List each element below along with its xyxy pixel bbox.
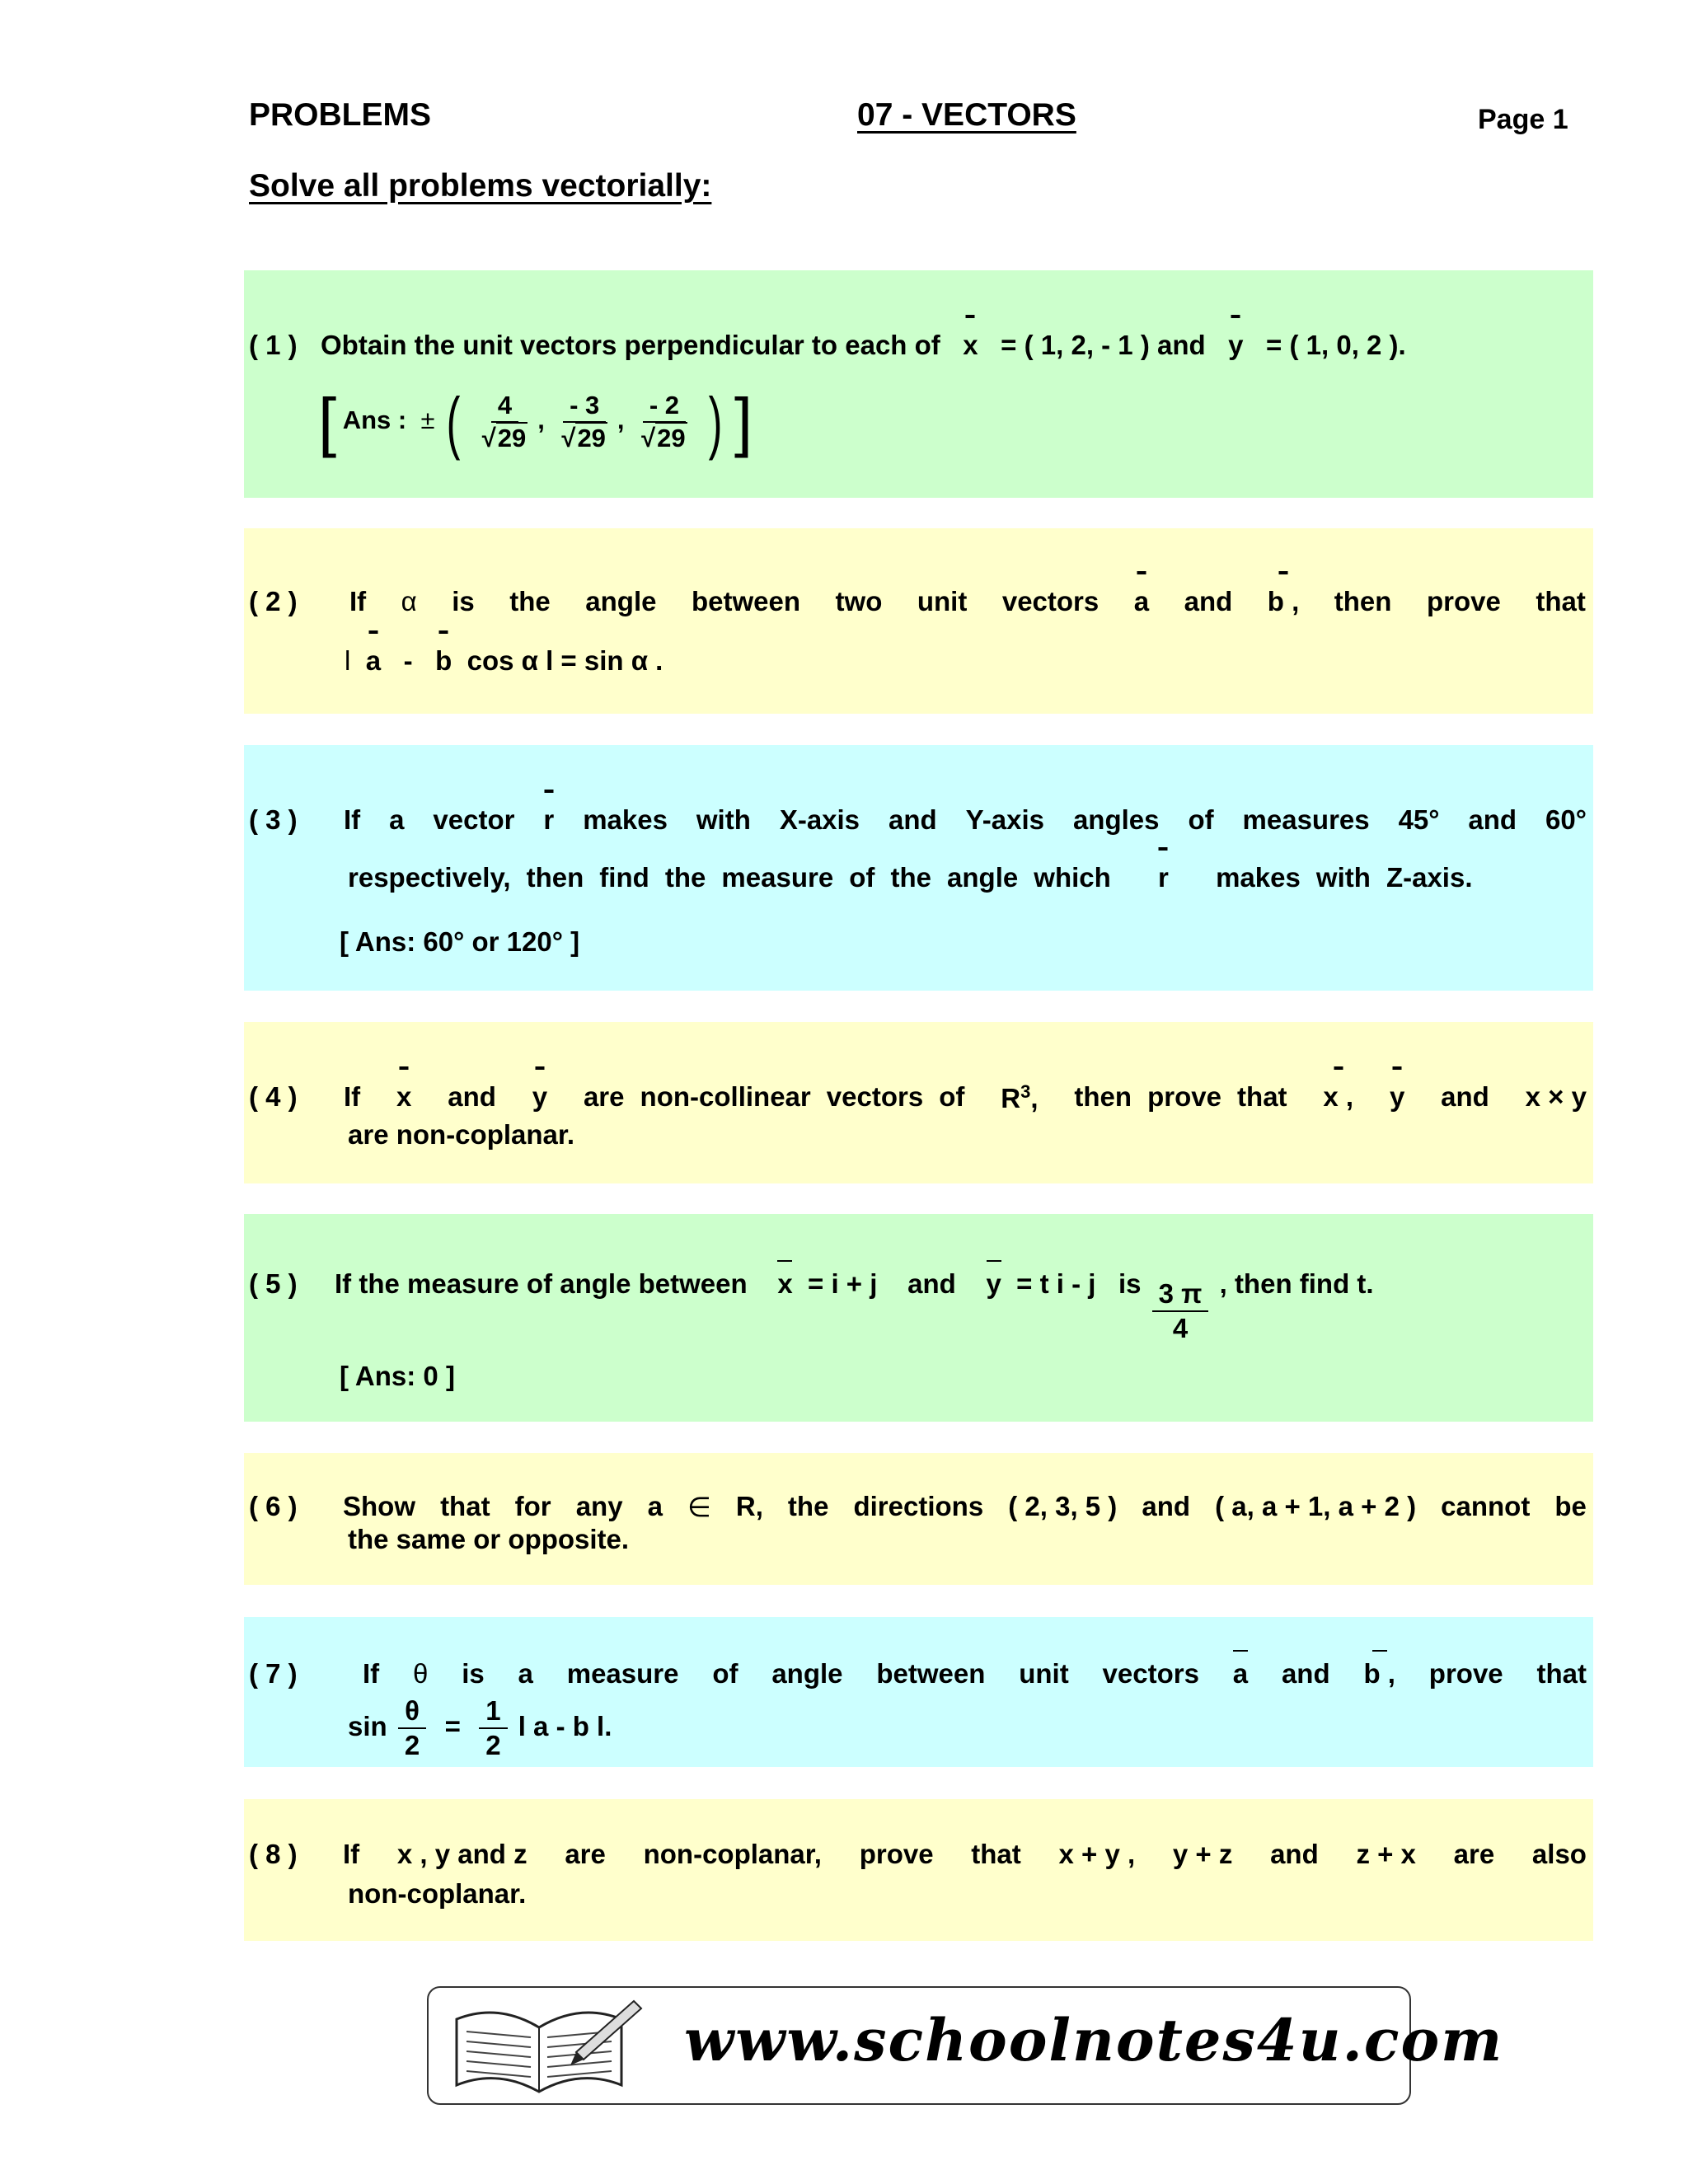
problem-8 — [244, 1799, 1593, 1941]
vector-a: a — [1133, 586, 1150, 616]
answer: [ Ans : ± ( $\frac{4}{√29}$ , $\frac{- 3}{√29}$ , $\frac{- 2}{√29}$ ) ] — [318, 383, 753, 461]
book-pencil-icon — [440, 1994, 646, 2097]
problem-number: ( 6 ) — [249, 1491, 298, 1521]
problem-text-line1: If θ is a measure of angle between unit vectors a and b , prove that — [363, 1658, 1587, 1689]
answer: [ Ans: 0 ] — [340, 1361, 455, 1391]
problem-text-line2: sin $\frac{\theta}{2}$ = $\frac{1}{2}$ l a - b l. — [348, 1695, 612, 1761]
vector-x: x — [963, 330, 978, 360]
vector-r: r — [543, 804, 555, 835]
instructions-heading: Solve all problems vectorially: — [249, 168, 712, 204]
problem-text-line2: the same or opposite. — [348, 1524, 630, 1554]
problem-text: If the measure of angle between x = i + j and y = t i - j is $\frac{3 \pi}{4}$ , then find t. — [335, 1268, 1374, 1344]
doc-label: PROBLEMS — [249, 97, 432, 133]
vector-b: b , — [1363, 1658, 1395, 1689]
problem-text-line1: If x and y are non-collinear vectors of $R^3$, then prove that x , y and x × y — [344, 1081, 1587, 1113]
vector-b: b , — [1267, 586, 1300, 616]
problem-3 — [244, 745, 1593, 991]
problem-text-line1: If a vector r makes with X-axis and Y-axis angles of measures 45° and 60° — [344, 804, 1587, 835]
website-url[interactable]: www.schoolnotes4u.com — [684, 2006, 1504, 2074]
problem-text-line2: are non-coplanar. — [348, 1119, 575, 1150]
problem-number: ( 1 ) — [249, 330, 298, 360]
problem-7 — [244, 1617, 1593, 1767]
problem-number: ( 8 ) — [249, 1839, 298, 1869]
chapter-title: 07 - VECTORS — [857, 97, 1076, 133]
answer: [ Ans: 60° or 120° ] — [340, 926, 580, 957]
problem-number: ( 5 ) — [249, 1268, 298, 1299]
footer-banner — [427, 1986, 1504, 2105]
vector-x: x — [396, 1081, 411, 1114]
page-number: Page 1 — [1478, 104, 1568, 135]
problem-number: ( 4 ) — [249, 1081, 298, 1112]
problem-text: Obtain the unit vectors perpendicular to each of x = ( 1, 2, - 1 ) and y = ( 1, 0, 2 ). — [321, 330, 1406, 360]
problem-text-line1: Show that for any a ∈ R, the directions ( 2, 3, 5 ) and ( a, a + 1, a + 2 ) cannot be — [343, 1491, 1587, 1522]
vector-y: y — [532, 1081, 547, 1114]
problem-5 — [244, 1214, 1593, 1422]
problem-1 — [244, 270, 1593, 498]
problem-2 — [244, 528, 1593, 714]
problem-text-line2: non-coplanar. — [348, 1878, 527, 1909]
problem-text-line1: If α is the angle between two unit vectors a and b , then prove that — [349, 586, 1586, 616]
r3-space: $R^3$, — [1001, 1081, 1039, 1113]
problem-number: ( 3 ) — [249, 804, 298, 835]
problem-text-line1: If x , y and z are non-coplanar, prove that x + y , y + z and z + x are also — [343, 1839, 1587, 1869]
problem-4 — [244, 1022, 1593, 1183]
problem-text-line2: l a - b cos α l = sin α . — [345, 645, 663, 676]
vector-a: a — [1232, 1658, 1249, 1689]
problem-text-line2: respectively, then find the measure of the angle which r makes with Z-axis. — [348, 862, 1473, 893]
problem-number: ( 7 ) — [249, 1658, 298, 1689]
problem-number: ( 2 ) — [249, 586, 298, 616]
vector-y: y — [1228, 330, 1244, 360]
problem-6 — [244, 1453, 1593, 1585]
